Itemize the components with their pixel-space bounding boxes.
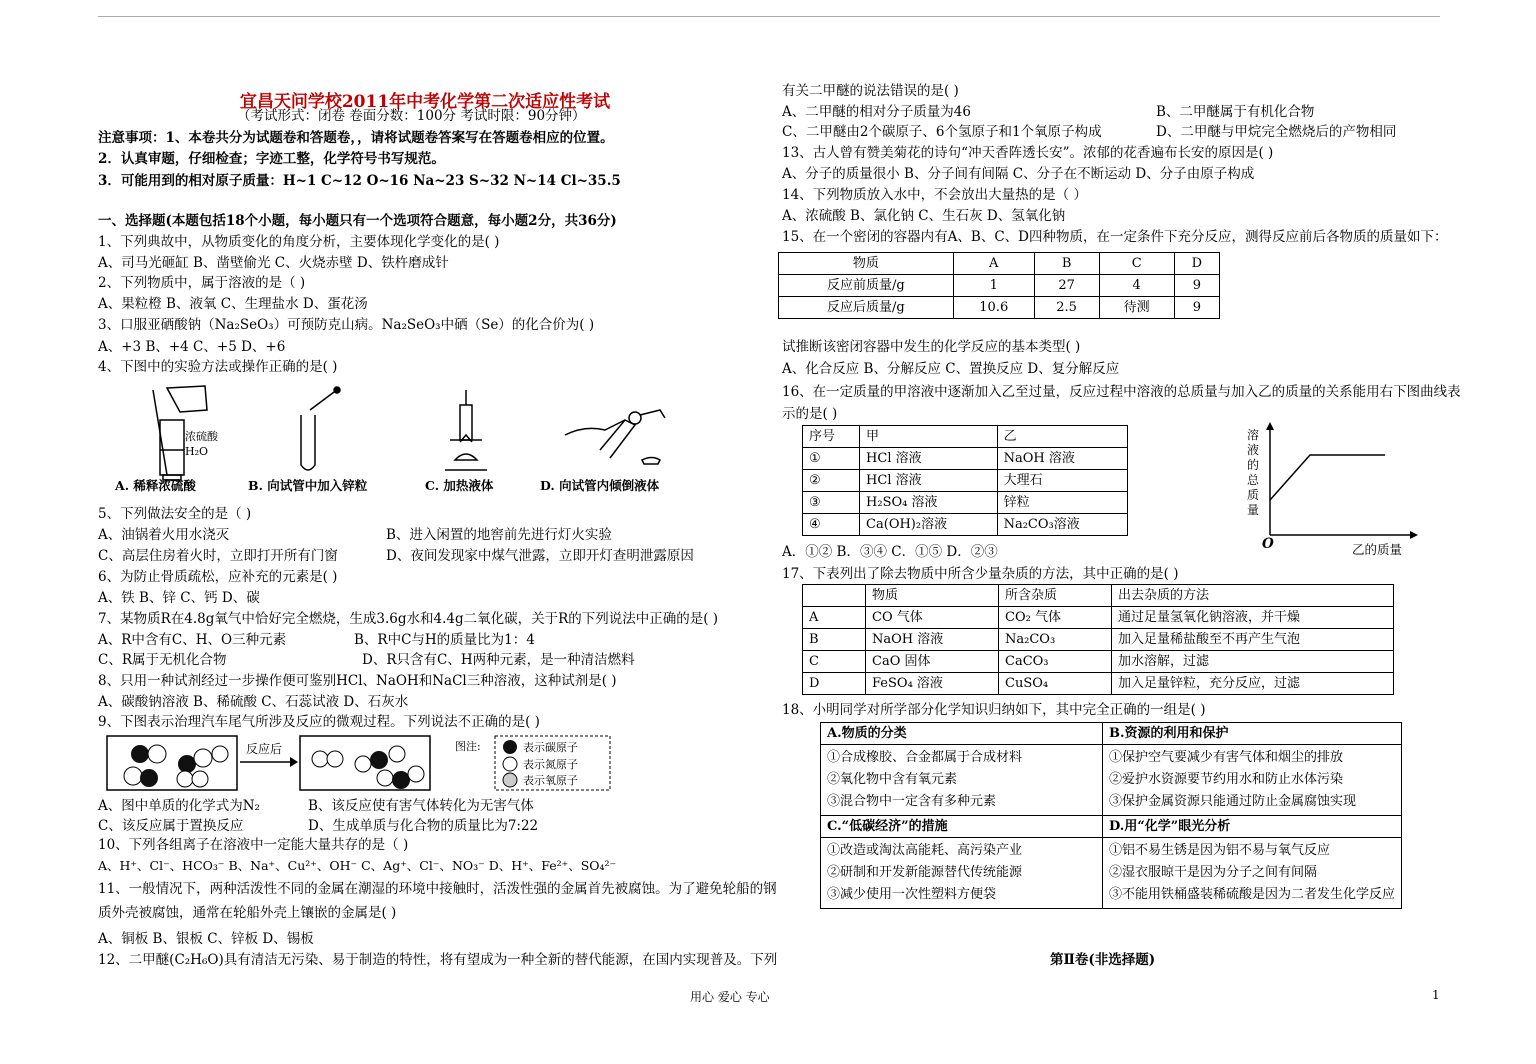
figure-c [445,390,487,470]
table-cell: A.物质的分类 [821,723,1103,745]
table-cell: D.用“化学”眼光分析 [1102,816,1401,838]
q9-option-c: C、该反应属于置换反应 [98,818,244,834]
q12-option-c: C、二甲醚由2个碳原子、6个氢原子和1个氧原子构成 [782,124,1102,140]
cell-line: ②氧化物中含有氧元素 [827,772,958,787]
q17-table [802,584,1394,695]
legend-carbon: 表示碳原子 [523,741,578,754]
figure-label-b: B. 向试管中加入锌粒 [248,478,368,493]
table-cell: 甲 [860,426,998,448]
table-cell: 待测 [1099,297,1174,319]
cell-line: ③减少使用一次性塑料方便袋 [827,887,997,902]
footer-motto: 用心 爱心 专心 [690,990,770,1004]
q12-option-b: B、二甲醚属于有机化合物 [1156,104,1315,120]
cell-line: ②湿衣服晾干是因为分子之间有间隔 [1108,865,1317,880]
table-cell: ③ [803,492,860,514]
graph-y-label: 溶液的总质量 [1247,428,1260,517]
cell-line: ③不能用铁桶盛装稀硫酸是因为二者发生化学反应 [1108,887,1395,902]
legend-nitrogen: 表示氮原子 [523,758,578,771]
top-rule [98,16,1440,17]
table-cell: 锌粒 [997,492,1127,514]
table-cell: C [1099,253,1174,275]
legend-oxygen: 表示氧原子 [523,774,578,787]
table-cell [1102,838,1401,909]
table-cell [821,745,1103,816]
cell-line: ②爱护水资源要节约用水和防止水体污染 [1108,772,1343,787]
table-cell: 通过足量氢氧化钠溶液，并干燥 [1112,607,1394,629]
q9-option-d: D、生成单质与化合物的质量比为7:22 [308,818,539,834]
table-cell: 物质 [779,253,954,275]
q1: 1、下列典故中，从物质变化的角度分析，主要体现化学变化的是( ) [98,234,500,250]
table-cell: B [803,629,866,651]
table-cell: CaO 固体 [866,651,999,673]
table-cell: CuSO₄ [999,673,1112,695]
table-cell: A [803,607,866,629]
table-cell: 序号 [803,426,860,448]
table-cell: 物质 [866,585,999,607]
table-cell: C [803,651,866,673]
table-cell: B.资源的利用和保护 [1102,723,1401,745]
q7-option-c: C、R属于无机化合物 [98,652,227,668]
table-cell: Na₂CO₃溶液 [997,514,1127,536]
q7-option-b: B、R中C与H的质量比为1：4 [354,632,535,648]
cell-line: ①保护空气要减少有害气体和烟尘的排放 [1108,750,1343,765]
table-cell: A [953,253,1034,275]
table-cell: 27 [1034,275,1099,297]
table-cell: 大理石 [997,470,1127,492]
table-cell [821,838,1103,909]
q16-table [802,425,1128,536]
q16: 16、在一定质量的甲溶液中逐渐加入乙至过量，反应过程中溶液的总质量与加入乙的质量的关系能用右下图曲线表 [782,384,1461,400]
q10-options: A、H⁺、Cl⁻、HCO₃⁻ B、Na⁺、Cu²⁺、OH⁻ C、Ag⁺、Cl⁻、NO₃⁻ D、H⁺、Fe²⁺、SO₄²⁻ [98,858,617,873]
table-cell: NaOH 溶液 [997,448,1127,470]
q6-options: A、铁 B、锌 C、钙 D、碳 [98,590,260,606]
cell-line: ②研制和开发新能源替代传统能源 [827,865,1023,880]
q2-options: A、果粒橙 B、液氧 C、生理盐水 D、蛋花汤 [98,296,368,312]
q13: 13、古人曾有赞美菊花的诗句“冲天香阵透长安”。浓郁的花香遍布长安的原因是( ) [782,145,1274,161]
q8: 8、只用一种试剂经过一步操作便可鉴别HCl、NaOH和NaCl三种溶液，这种试剂是( ) [98,673,617,689]
q12-option-a: A、二甲醚的相对分子质量为46 [782,104,971,120]
graph-x-label: 乙的质量 [1352,542,1403,557]
q18: 18、小明同学对所学部分化学知识归纳如下，其中完全正确的一组是( ) [782,702,1206,718]
figure-label-c: C. 加热液体 [425,478,494,493]
figure-d [565,410,665,464]
q11: 11、一般情况下，两种活泼性不同的金属在潮湿的环境中接触时，活泼性强的金属首先被腐蚀。为了避免轮船的钢 [98,881,777,897]
table-cell: 反应前质量/g [779,275,954,297]
table-cell [1102,745,1401,816]
q15: 15、在一个密闭的容器内有A、B、C、D四种物质，在一定条件下充分反应，测得反应前后各物质的质量如下： [782,229,1448,245]
figure-label-d: D. 向试管内倾倒液体 [540,478,660,493]
q3: 3、口服亚硒酸钠（Na₂SeO₃）可预防克山病。Na₂SeO₃中硒（Se）的化合价为( ) [98,317,595,333]
legend-title: 图注: [455,740,481,753]
q16-line2: 示的是( ) [782,406,838,422]
table-cell: H₂SO₄ 溶液 [860,492,998,514]
table-cell [803,585,866,607]
table-cell: HCl 溶液 [860,470,998,492]
q13-options: A、分子的质量很小 B、分子间有间隔 C、分子在不断运动 D、分子由原子构成 [782,166,1255,182]
table-cell: 9 [1174,275,1219,297]
table-cell: 加入足量锌粒，充分反应，过滤 [1112,673,1394,695]
q4: 4、下图中的实验方法或操作正确的是( ) [98,359,338,375]
page-number: 1 [1432,988,1440,1002]
graph-origin: O [1262,536,1274,552]
figure-label-a: A. 稀释浓硫酸 [115,478,196,493]
q10: 10、下列各组离子在溶液中一定能大量共存的是（ ) [98,837,409,853]
table-cell: NaOH 溶液 [866,629,999,651]
q5-option-a: A、油锅着火用水浇灭 [98,527,230,543]
table-cell: FeSO₄ 溶液 [866,673,999,695]
q8-options: A、碳酸钠溶液 B、稀硫酸 C、石蕊试液 D、石灰水 [98,694,409,710]
cell-line: ①改造或淘汰高能耗、高污染产业 [827,843,1023,858]
q18-table [820,722,1402,909]
q9-option-a: A、图中单质的化学式为N₂ [98,798,260,814]
q15-table [778,252,1220,319]
q3-options: A、+3 B、+4 C、+5 D、+6 [98,339,286,355]
table-cell: D [803,673,866,695]
cell-line: ③混合物中一定含有多种元素 [827,794,997,809]
q7-option-a: A、R中含有C、H、O三种元素 [98,632,287,648]
table-cell: HCl 溶液 [860,448,998,470]
q2: 2、下列物质中，属于溶液的是（ ) [98,275,306,291]
table-cell: C.“低碳经济”的措施 [821,816,1103,838]
q15-options: A、化合反应 B、分解反应 C、置换反应 D、复分解反应 [782,361,1120,377]
q12-line2: 有关二甲醚的说法错误的是( ) [782,83,959,99]
figure-b [301,387,340,470]
table-cell: Na₂CO₃ [999,629,1112,651]
table-cell: Ca(OH)₂溶液 [860,514,998,536]
q16-options: A．①② B．③④ C．①⑤ D．②③ [782,544,998,560]
table-cell: 出去杂质的方法 [1112,585,1394,607]
q7-option-d: D、R只含有C、H两种元素，是一种清洁燃料 [362,652,635,668]
reaction-arrow-label: 反应后 [246,742,283,756]
table-cell: ① [803,448,860,470]
molecule-reaction-figure [105,734,615,792]
q6: 6、为防止骨质疏松，应补充的元素是( ) [98,569,338,585]
q14-options: A、浓硫酸 B、氯化钠 C、生石灰 D、氢氧化钠 [782,208,1066,224]
table-cell: 1 [953,275,1034,297]
q11-options: A、铜板 B、银板 C、锌板 D、锡板 [98,931,314,947]
q12-option-d: D、二甲醚与甲烷完全燃烧后的产物相同 [1156,124,1397,140]
q17: 17、下表列出了除去物质中所含少量杂质的方法，其中正确的是( ) [782,566,1179,582]
cell-line: ③保护金属资源只能通过防止金属腐蚀实现 [1108,794,1356,809]
cell-line: ①合成橡胶、合金都属于合成材料 [827,750,1023,765]
table-cell: CaCO₃ [999,651,1112,673]
page-title: 宜昌天问学校2011年中考化学第二次适应性考试 [239,92,611,112]
table-cell: 9 [1174,297,1219,319]
q14: 14、下列物质放入水中，不会放出大量热的是（ ） [782,187,1087,203]
table-cell: ④ [803,514,860,536]
figure-a-acid-label: 浓硫酸 [185,430,218,443]
q11-line2: 质外壳被腐蚀，通常在轮船外壳上镶嵌的金属是( ) [98,905,397,921]
table-cell: 加入足量稀盐酸至不再产生气泡 [1112,629,1394,651]
part-two-heading: 第Ⅱ卷(非选择题) [1050,952,1156,968]
table-cell: CO₂ 气体 [999,607,1112,629]
notice-3: 3．可能用到的相对原子质量：H~1 C~12 O~16 Na~23 S~32 N~14 Cl~35.5 [98,173,621,189]
table-cell: ② [803,470,860,492]
q5: 5、下列做法安全的是（ ) [98,506,252,522]
table-cell: D [1174,253,1219,275]
q15-line2: 试推断该密闭容器中发生的化学反应的基本类型( ) [782,339,1081,355]
q1-options: A、司马光砸缸 B、凿壁偷光 C、火烧赤壁 D、铁杵磨成针 [98,255,449,271]
table-cell: CO 气体 [866,607,999,629]
subtitle: （考试形式：闭卷 卷面分数：100分 考试时限：90分钟） [237,108,586,124]
table-cell: 所含杂质 [999,585,1112,607]
section-heading: 一、选择题(本题包括18个小题，每小题只有一个选项符合题意，每小题2分，共36分) [98,213,617,229]
q9-option-b: B、该反应使有害气体转化为无害气体 [308,798,534,814]
q7: 7、某物质R在4.8g氧气中恰好完全燃烧，生成3.6g水和4.4g二氧化碳，关于R的下列说法中正确的是( ) [98,611,719,627]
table-cell: 加水溶解，过滤 [1112,651,1394,673]
q5-option-c: C、高层住房着火时，立即打开所有门窗 [98,548,338,564]
q9: 9、下图表示治理汽车尾气所涉及反应的微观过程。下列说法不正确的是( ) [98,714,540,730]
notice-1: 注意事项：1、本卷共分为试题卷和答题卷，，请将试题卷答案写在答题卷相应的位置。 [98,130,614,146]
table-cell: 4 [1099,275,1174,297]
q5-option-d: D、夜间发现家中煤气泄露，立即开灯查明泄露原因 [386,548,694,564]
notice-2: 2．认真审题，仔细检查；字迹工整，化学符号书写规范。 [98,151,445,167]
table-cell: 乙 [997,426,1127,448]
cell-line: ①铝不易生锈是因为铝不易与氧气反应 [1108,843,1330,858]
q12: 12、二甲醚(C₂H₆O)具有清洁无污染、易于制造的特性，将有望成为一种全新的替代能源，在国内实现普及。下列 [98,952,778,968]
figure-a-water-label: H₂O [185,445,209,458]
curve-line [1270,455,1385,500]
table-cell: 2.5 [1034,297,1099,319]
q5-option-b: B、进入闲置的地窖前先进行灯火实验 [386,527,612,543]
table-cell: B [1034,253,1099,275]
table-cell: 反应后质量/g [779,297,954,319]
table-cell: 10.6 [953,297,1034,319]
